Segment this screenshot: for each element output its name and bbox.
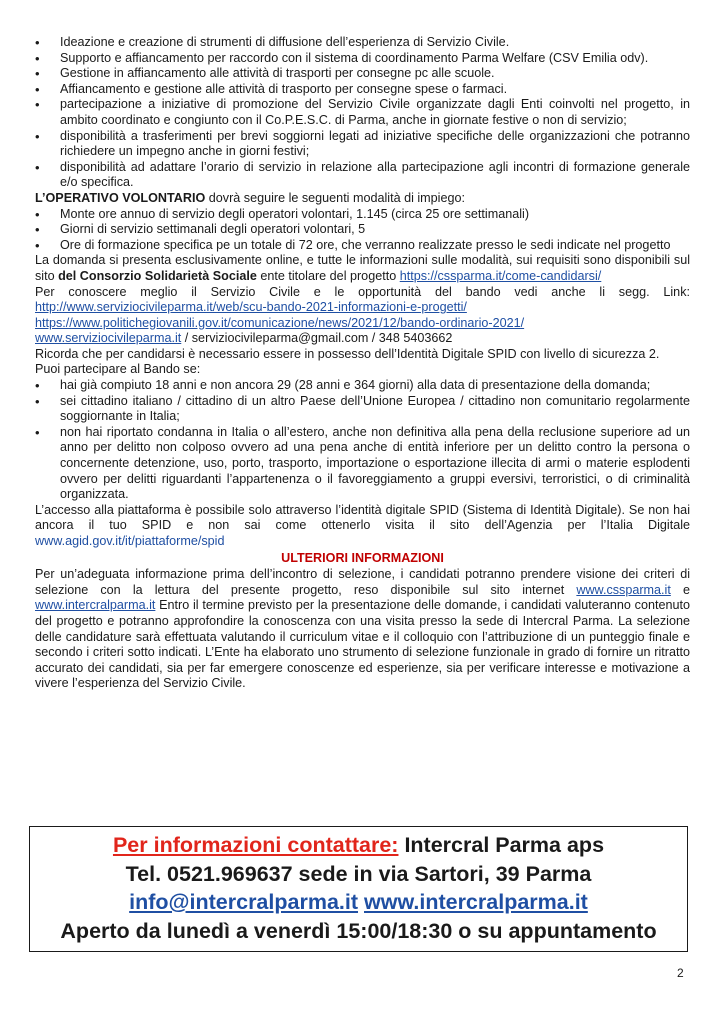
contact-org: Intercral Parma aps — [398, 833, 605, 857]
ulteriori-text-c: Entro il termine previsto per la presentazione delle domande, i candidati valuteranno contenuto del progetto e potranno approfondire la conoscenza con una visita presso la sede di Intercral Parma. La selezione delle candidature sarà effettuata valutando il curriculum vitae e il colloquio con l’attribuzione di un punteggio finale e secondo i criteri sotto indicati. L’Ente ha elaborato uno strumento di selezione funzionale in grado di fornire un ritratto accurato dei candidati, sia per far emergere conoscenze ed esperienze, sia per verificare interesse e motivazione a vivere l’esperienza del Servizio Civile. — [35, 598, 690, 691]
serviziocivile-contact: / serviziocivileparma@gmail.com / 348 5403662 — [181, 331, 453, 346]
contact-box — [29, 826, 688, 952]
requirements-list — [35, 378, 690, 503]
accesso-text: L’accesso alla piattaforma è possibile solo attraverso l’identità digitale SPID (Sistema di Identità Digitale). Se non hai ancora il tuo SPID e non sai come ottenerlo visita il sito dell’Agenzia per l’Italia Digitale — [35, 502, 690, 533]
contact-site-link[interactable]: www.intercralparma.it — [364, 890, 588, 914]
intercralparma-link[interactable]: www.intercralparma.it — [35, 598, 156, 613]
spid-note: Ricorda che per candidarsi è necessario essere in possesso dell’Identità Digitale SPID con livello di sicurezza 2. — [35, 346, 660, 361]
ulteriori-heading: ULTERIORI INFORMAZIONI — [281, 550, 444, 565]
operativo-list — [35, 207, 690, 254]
conoscere-paragraph — [35, 285, 690, 347]
list-item: • Ore di formazione specifica pe un totale di 72 ore, che verranno realizzate presso le sedi indicate nel progetto — [35, 238, 690, 254]
operativo-title: L’OPERATIVO VOLONTARIO — [35, 190, 206, 205]
contact-phone-address: Tel. 0521.969637 sede in via Sartori, 39 Parma — [125, 861, 592, 886]
domanda-text: La domanda si presenta esclusivamente online, e tutte le informazioni sulle modalità, sui requisiti sono disponibili sul sito — [35, 253, 690, 283]
contact-label: Per informazioni contattare: — [112, 833, 399, 857]
contact-hours: Aperto da lunedì a venerdì 15:00/18:30 o su appuntamento — [60, 918, 657, 943]
serviziocivile-site-link[interactable]: www.serviziocivileparma.it — [35, 331, 182, 346]
ulteriori-text-b: e — [670, 582, 690, 597]
list-item: • hai già compiuto 18 anni e non ancora 29 (28 anni e 364 giorni) alla data di presentazione della domanda; — [35, 378, 690, 394]
contact-links — [30, 888, 687, 917]
list-item: • Supporto e affiancamento per raccordo con il sistema di coordinamento Parma Welfare (CSV Emilia odv). — [35, 51, 690, 67]
list-item: • Gestione in affiancamento alle attività di trasporti per consegne pc alle scuole. — [35, 66, 690, 82]
conoscere-text: Per conoscere meglio il Servizio Civile e le opportunità del bando vedi anche li segg. Link: — [35, 284, 690, 299]
document-body — [35, 35, 690, 692]
domanda-text-b: ente titolare del progetto — [256, 268, 400, 283]
list-item: • Affiancamento e gestione alle attività di trasporto per consegne spese o farmaci. — [35, 82, 690, 98]
page-number: 2 — [677, 966, 684, 980]
list-item: • disponibilità ad adattare l’orario di servizio in relazione alla partecipazione agli incontri di formazione generale e/o specifica. — [35, 160, 690, 191]
activities-list — [35, 35, 690, 191]
operativo-paragraph — [35, 191, 690, 207]
contact-email-link[interactable]: info@intercralparma.it — [129, 890, 359, 914]
scu-bando-link[interactable]: http://www.serviziocivileparma.it/web/scu-bando-2021-informazioni-e-progetti/ — [35, 300, 467, 315]
list-item: • Ideazione e creazione di strumenti di diffusione dell’esperienza di Servizio Civile. — [35, 35, 690, 51]
list-item: • Monte ore annuo di servizio degli operatori volontari, 1.145 (circa 25 ore settimanali) — [35, 207, 690, 223]
contact-line-1 — [30, 831, 687, 860]
domanda-paragraph — [35, 253, 690, 284]
operativo-text: dovrà seguire le seguenti modalità di impiego: — [205, 190, 465, 205]
bando-intro: Puoi partecipare al Bando se: — [35, 362, 201, 377]
consorzio-name: del Consorzio Solidarietà Sociale — [58, 268, 257, 283]
accesso-paragraph — [35, 503, 690, 550]
cssparma-link[interactable]: www.cssparma.it — [576, 582, 671, 597]
list-item: • disponibilità a trasferimenti per brevi soggiorni legati ad iniziative specifiche delle organizzazioni che potranno richiedere un impegno anche in giorni festivi; — [35, 129, 690, 160]
list-item: • partecipazione a iniziative di promozione del Servizio Civile organizzate dagli Enti coinvolti nel progetto, in ambito coordinato e congiunto con il Co.P.E.S.C. di Parma, anche in giornate festive o non di servizio; — [35, 97, 690, 128]
politiche-giovanili-link[interactable]: https://www.politichegiovanili.gov.it/comunicazione/news/2021/12/bando-ordinario-2021/ — [35, 315, 525, 330]
list-item: • non hai riportato condanna in Italia o all’estero, anche non definitiva alla pena della reclusione superiore ad un anno per delitto non colposo ovvero ad una pena anche di entità inferiore per un delitto contro la persona o concernente detenzione, uso, porto, trasporto, importazione o esportazione illecita di armi o materie esplodenti ovvero per delitti riguardanti l’appartenenza o il favoreggiamento a gruppi eversivi, terroristici, o di criminalità organizzata. — [35, 425, 690, 503]
ulteriori-paragraph — [35, 567, 690, 692]
ulteriori-text-a: Per un’adeguata informazione prima dell’incontro di selezione, i candidati potranno prendere visione dei criteri di selezione con la lettura del presente progetto, reso disponibile sul sito internet — [35, 567, 690, 597]
agid-spid-link[interactable]: www.agid.gov.it/it/piattaforme/spid — [35, 534, 225, 548]
list-item: • sei cittadino italiano / cittadino di un altro Paese dell’Unione Europea / cittadino non comunitario regolarmente soggiornante in Italia; — [35, 394, 690, 425]
list-item: • Giorni di servizio settimanali degli operatori volontari, 5 — [35, 222, 690, 238]
cssparma-candidarsi-link[interactable]: https://cssparma.it/come-candidarsi/ — [399, 268, 602, 283]
